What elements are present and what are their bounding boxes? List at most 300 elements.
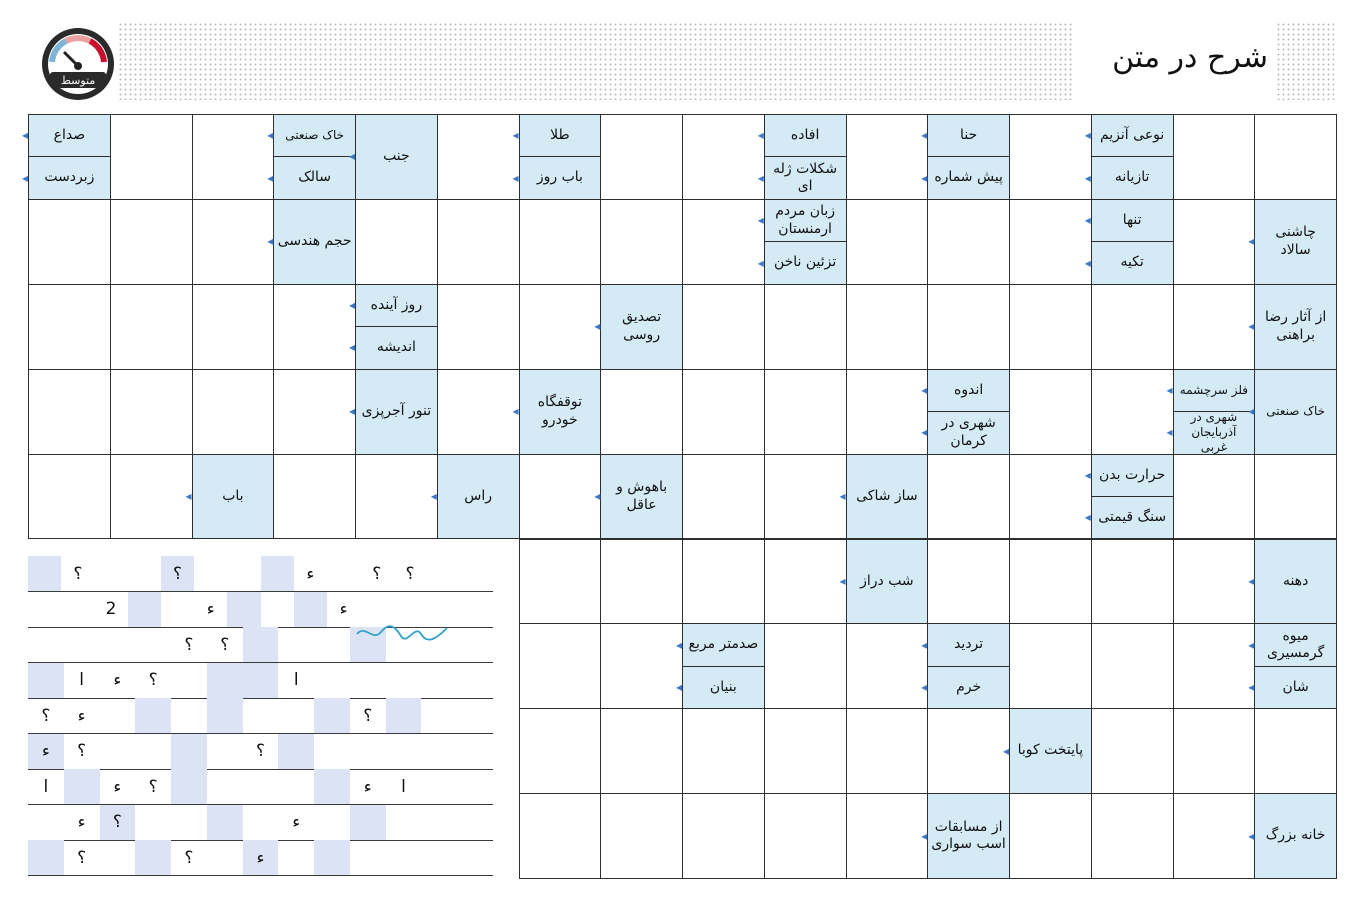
clue-box: روز آینده bbox=[355, 284, 438, 327]
grid-cell[interactable] bbox=[846, 623, 929, 709]
clue-box: افاده bbox=[764, 114, 847, 157]
cipher-cell[interactable]: ء bbox=[28, 734, 64, 769]
grid-cell[interactable] bbox=[1009, 369, 1092, 455]
cipher-cell[interactable]: ؟ bbox=[255, 741, 265, 761]
cipher-cell[interactable] bbox=[171, 698, 207, 733]
difficulty-label: متوسط bbox=[60, 74, 96, 87]
cipher-puzzle bbox=[28, 556, 493, 878]
cipher-cell[interactable] bbox=[64, 769, 100, 804]
arrow-icon: ◂ bbox=[512, 404, 519, 419]
grid-cell[interactable] bbox=[437, 284, 520, 370]
grid-cell[interactable] bbox=[519, 284, 602, 370]
arrow-icon: ◂ bbox=[921, 128, 928, 143]
grid-cell[interactable] bbox=[600, 199, 683, 285]
grid-cell[interactable] bbox=[28, 199, 111, 285]
grid-cell[interactable] bbox=[437, 199, 520, 285]
grid-cell[interactable] bbox=[682, 708, 765, 794]
grid-cell[interactable] bbox=[1091, 623, 1174, 709]
cipher-cell[interactable] bbox=[457, 734, 493, 769]
cipher-cell[interactable] bbox=[243, 663, 279, 698]
clue-box: نوعی آنزیم bbox=[1091, 114, 1174, 157]
cipher-cell[interactable] bbox=[278, 769, 314, 804]
grid-cell[interactable] bbox=[600, 369, 683, 455]
cipher-cell[interactable] bbox=[350, 805, 386, 840]
grid-cell[interactable] bbox=[1009, 284, 1092, 370]
cipher-cell[interactable]: ء bbox=[206, 599, 215, 619]
arrow-icon: ◂ bbox=[594, 489, 601, 504]
grid-cell[interactable] bbox=[682, 793, 765, 879]
grid-cell[interactable] bbox=[1173, 708, 1256, 794]
grid-cell[interactable] bbox=[1173, 199, 1256, 285]
cipher-cell[interactable]: ا bbox=[43, 776, 49, 797]
grid-cell[interactable] bbox=[600, 793, 683, 879]
arrow-icon: ◂ bbox=[839, 489, 846, 504]
clue-box: صداع bbox=[28, 114, 111, 157]
clue-box: جنب bbox=[355, 114, 438, 200]
cipher-cell[interactable] bbox=[207, 769, 243, 804]
cipher-cell[interactable] bbox=[207, 840, 243, 875]
cipher-cell[interactable] bbox=[135, 627, 171, 662]
grid-cell[interactable] bbox=[1009, 539, 1092, 625]
arrow-icon: ◂ bbox=[348, 149, 356, 164]
clue-box: اندوه bbox=[927, 369, 1010, 412]
clue-box: شکلات ژله ای bbox=[764, 156, 847, 199]
grid-cell[interactable] bbox=[519, 708, 602, 794]
grid-cell[interactable] bbox=[273, 369, 356, 455]
grid-cell[interactable] bbox=[273, 284, 356, 370]
clue-box: فلز سرچشمه bbox=[1173, 369, 1256, 412]
cipher-cell[interactable] bbox=[94, 556, 127, 591]
clue-box: پایتخت کوبا bbox=[1009, 708, 1092, 794]
cipher-cell[interactable]: ؟ bbox=[148, 670, 158, 690]
cipher-cell[interactable] bbox=[261, 556, 294, 591]
grid-cell[interactable] bbox=[600, 539, 683, 625]
handwritten-note-icon bbox=[355, 618, 450, 648]
clue-box: تصدیق روسی bbox=[600, 284, 683, 370]
cipher-cell[interactable] bbox=[207, 805, 243, 840]
cipher-row bbox=[28, 734, 493, 770]
cipher-cell[interactable]: ؟ bbox=[405, 563, 415, 584]
arrow-icon: ◂ bbox=[1084, 213, 1091, 228]
grid-cell[interactable] bbox=[1009, 454, 1092, 540]
cipher-cell[interactable] bbox=[64, 627, 100, 662]
grid-cell[interactable] bbox=[1173, 793, 1256, 879]
grid-cell[interactable] bbox=[682, 114, 765, 200]
cipher-cell[interactable]: ؟ bbox=[148, 776, 158, 797]
grid-cell[interactable] bbox=[1173, 539, 1256, 625]
grid-cell[interactable] bbox=[1254, 454, 1337, 540]
grid-cell[interactable] bbox=[1173, 454, 1256, 540]
grid-cell[interactable] bbox=[192, 199, 275, 285]
clue-box: سالک bbox=[273, 156, 356, 199]
arrow-icon: ◂ bbox=[512, 128, 519, 143]
cipher-cell[interactable] bbox=[243, 698, 279, 733]
cipher-cell[interactable]: ء bbox=[306, 563, 315, 584]
cipher-cell[interactable] bbox=[278, 627, 314, 662]
grid-cell[interactable] bbox=[1091, 708, 1174, 794]
clue-box: از آثار رضا براهنی bbox=[1254, 284, 1337, 370]
cipher-cell[interactable]: ؟ bbox=[161, 556, 194, 591]
grid-cell[interactable] bbox=[273, 454, 356, 540]
arrow-icon: ◂ bbox=[1248, 828, 1255, 843]
grid-cell[interactable] bbox=[764, 708, 847, 794]
arrow-icon: ◂ bbox=[1084, 170, 1091, 185]
grid-cell[interactable] bbox=[1009, 623, 1092, 709]
arrow-icon: ◂ bbox=[594, 319, 601, 334]
grid-cell[interactable] bbox=[355, 199, 438, 285]
page-title: شرح در متن bbox=[1112, 40, 1268, 75]
grid-cell[interactable] bbox=[682, 539, 765, 625]
clue-box: باب bbox=[192, 454, 275, 540]
grid-cell[interactable] bbox=[519, 623, 602, 709]
clue-box: میوه گرمسیری bbox=[1254, 623, 1337, 666]
grid-cell[interactable] bbox=[927, 539, 1010, 625]
arrow-icon: ◂ bbox=[1248, 319, 1255, 334]
clue-box: سنگ قیمتی bbox=[1091, 496, 1174, 539]
grid-cell[interactable] bbox=[1173, 623, 1256, 709]
cipher-cell[interactable] bbox=[207, 663, 243, 698]
clue-box: زبردست bbox=[28, 156, 111, 199]
cipher-cell[interactable] bbox=[278, 840, 314, 875]
cipher-cell[interactable]: ا bbox=[401, 776, 406, 797]
arrow-icon: ◂ bbox=[267, 234, 274, 249]
cipher-cell[interactable] bbox=[243, 627, 279, 662]
cipher-cell[interactable] bbox=[28, 556, 61, 591]
arrow-icon: ◂ bbox=[348, 340, 356, 355]
grid-cell[interactable] bbox=[1009, 793, 1092, 879]
grid-cell[interactable] bbox=[682, 369, 765, 455]
cipher-cell[interactable] bbox=[227, 592, 260, 627]
cipher-cell[interactable] bbox=[457, 805, 493, 840]
cipher-cell[interactable] bbox=[294, 592, 327, 627]
cipher-cell[interactable] bbox=[100, 840, 136, 875]
cipher-cell[interactable] bbox=[61, 592, 94, 627]
grid-cell[interactable] bbox=[519, 539, 602, 625]
grid-cell[interactable] bbox=[110, 284, 193, 370]
header-dots-right bbox=[1276, 22, 1334, 100]
clue-box: حنا bbox=[927, 114, 1010, 157]
arrow-icon: ◂ bbox=[921, 680, 928, 695]
cipher-cell[interactable]: ؟ bbox=[100, 805, 136, 840]
cipher-cell[interactable] bbox=[28, 805, 64, 840]
cipher-cell[interactable]: ء bbox=[113, 670, 122, 690]
clue-box: پیش شماره bbox=[927, 156, 1010, 199]
grid-cell[interactable] bbox=[192, 369, 275, 455]
grid-cell[interactable] bbox=[28, 454, 111, 540]
grid-cell[interactable] bbox=[846, 284, 929, 370]
arrow-icon: ◂ bbox=[348, 404, 356, 419]
arrow-icon: ◂ bbox=[1166, 425, 1173, 440]
cipher-cell[interactable] bbox=[207, 734, 243, 769]
clue-box: تکیه bbox=[1091, 241, 1174, 284]
arrow-icon: ◂ bbox=[185, 489, 192, 504]
clue-box: تنها bbox=[1091, 199, 1174, 242]
clue-box: حجم هندسی bbox=[273, 199, 356, 285]
clue-box: خاک صنعتی bbox=[273, 114, 356, 157]
grid-cell[interactable] bbox=[1091, 284, 1174, 370]
cipher-cell[interactable] bbox=[100, 627, 136, 662]
clue-box: تردید bbox=[927, 623, 1010, 666]
grid-cell[interactable] bbox=[1091, 369, 1174, 455]
grid-cell[interactable] bbox=[764, 793, 847, 879]
arrow-icon: ◂ bbox=[1084, 510, 1091, 525]
cipher-cell[interactable]: 2 bbox=[105, 599, 117, 619]
clue-box: تنور آجرپزی bbox=[355, 369, 438, 455]
arrow-icon: ◂ bbox=[21, 170, 29, 185]
grid-cell[interactable] bbox=[28, 369, 111, 455]
cipher-cell[interactable] bbox=[421, 805, 457, 840]
clue-box: باهوش و عاقل bbox=[600, 454, 683, 540]
clue-box: راس bbox=[437, 454, 520, 540]
cipher-cell[interactable] bbox=[314, 663, 350, 698]
cipher-cell[interactable] bbox=[128, 556, 161, 591]
cipher-cell[interactable] bbox=[350, 840, 386, 875]
cipher-row bbox=[28, 769, 493, 805]
clue-box: خرم bbox=[927, 666, 1010, 709]
clue-box: شب دراز bbox=[846, 539, 929, 625]
cipher-cell[interactable] bbox=[171, 769, 207, 804]
cipher-cell[interactable] bbox=[460, 556, 493, 591]
arrow-icon: ◂ bbox=[757, 255, 764, 270]
arrow-icon: ◂ bbox=[1248, 680, 1255, 695]
cipher-cell[interactable] bbox=[128, 592, 161, 627]
clue-box: اندیشه bbox=[355, 326, 438, 369]
grid-cell[interactable] bbox=[600, 114, 683, 200]
cipher-cell[interactable] bbox=[100, 698, 136, 733]
clue-box: صدمتر مربع bbox=[682, 623, 765, 666]
clue-box: طلا bbox=[519, 114, 602, 157]
cipher-cell[interactable] bbox=[227, 556, 260, 591]
cipher-cell[interactable]: ؟ bbox=[77, 741, 87, 761]
cipher-cell[interactable] bbox=[421, 840, 457, 875]
cipher-cell[interactable] bbox=[261, 592, 294, 627]
cipher-cell[interactable]: ء bbox=[292, 812, 301, 832]
arrow-icon: ◂ bbox=[1084, 128, 1091, 143]
cipher-cell[interactable] bbox=[457, 698, 493, 733]
grid-cell[interactable] bbox=[927, 199, 1010, 285]
grid-cell[interactable] bbox=[1173, 284, 1256, 370]
grid-cell[interactable] bbox=[600, 708, 683, 794]
cipher-cell[interactable]: ء bbox=[77, 812, 86, 832]
arrow-icon: ◂ bbox=[348, 298, 356, 313]
grid-cell[interactable] bbox=[1254, 708, 1337, 794]
cipher-cell[interactable] bbox=[171, 734, 207, 769]
grid-cell[interactable] bbox=[28, 284, 111, 370]
grid-cell[interactable] bbox=[1091, 539, 1174, 625]
cipher-row bbox=[28, 840, 493, 876]
grid-cell[interactable] bbox=[519, 454, 602, 540]
cipher-cell[interactable]: ؟ bbox=[220, 634, 230, 655]
cipher-cell[interactable] bbox=[28, 663, 64, 698]
grid-cell[interactable] bbox=[1173, 114, 1256, 200]
cipher-cell[interactable] bbox=[135, 805, 171, 840]
grid-cell[interactable] bbox=[519, 199, 602, 285]
arrow-icon: ◂ bbox=[675, 680, 683, 695]
arrow-icon: ◂ bbox=[1084, 467, 1091, 482]
cipher-cell[interactable] bbox=[28, 627, 64, 662]
clue-box: توقفگاه خودرو bbox=[519, 369, 602, 455]
clue-box: شهری در کرمان bbox=[927, 411, 1010, 454]
cipher-cell[interactable] bbox=[207, 698, 243, 733]
arrow-icon: ◂ bbox=[921, 425, 928, 440]
grid-cell[interactable] bbox=[764, 539, 847, 625]
cipher-cell[interactable] bbox=[350, 663, 386, 698]
grid-cell[interactable] bbox=[682, 284, 765, 370]
cipher-cell[interactable] bbox=[194, 556, 227, 591]
cipher-cell[interactable]: ؟ bbox=[184, 847, 194, 868]
cipher-cell[interactable] bbox=[28, 592, 61, 627]
arrow-icon: ◂ bbox=[757, 128, 764, 143]
clue-box: دهنه bbox=[1254, 539, 1337, 625]
cipher-cell[interactable] bbox=[460, 592, 493, 627]
grid-cell[interactable] bbox=[1091, 793, 1174, 879]
grid-cell[interactable] bbox=[519, 793, 602, 879]
cipher-cell[interactable] bbox=[314, 627, 350, 662]
cipher-cell[interactable] bbox=[421, 769, 457, 804]
grid-cell[interactable] bbox=[927, 284, 1010, 370]
cipher-cell[interactable] bbox=[314, 769, 350, 804]
cipher-cell[interactable] bbox=[243, 805, 279, 840]
cipher-cell[interactable]: ء bbox=[113, 776, 122, 797]
grid-cell[interactable] bbox=[110, 454, 193, 540]
cipher-cell[interactable]: ؟ bbox=[184, 634, 194, 655]
cipher-cell[interactable] bbox=[386, 734, 422, 769]
grid-cell[interactable] bbox=[600, 623, 683, 709]
grid-cell[interactable] bbox=[927, 454, 1010, 540]
cipher-cell[interactable] bbox=[386, 805, 422, 840]
cipher-cell[interactable] bbox=[135, 698, 171, 733]
grid-cell[interactable] bbox=[846, 793, 929, 879]
arrow-icon: ◂ bbox=[1248, 404, 1255, 419]
cipher-cell[interactable] bbox=[314, 734, 350, 769]
cipher-cell[interactable] bbox=[386, 698, 422, 733]
cipher-cell[interactable] bbox=[350, 734, 386, 769]
cipher-cell[interactable] bbox=[421, 734, 457, 769]
clue-box: حرارت بدن bbox=[1091, 454, 1174, 497]
cipher-cell[interactable]: ء bbox=[363, 776, 372, 797]
arrow-icon: ◂ bbox=[1002, 743, 1010, 758]
cipher-cell[interactable] bbox=[171, 663, 207, 698]
grid-cell[interactable] bbox=[1009, 114, 1092, 200]
grid-cell[interactable] bbox=[927, 708, 1010, 794]
cipher-cell[interactable] bbox=[421, 698, 457, 733]
cipher-cell[interactable] bbox=[314, 805, 350, 840]
grid-cell[interactable] bbox=[192, 114, 275, 200]
grid-cell[interactable] bbox=[846, 114, 929, 200]
cipher-cell[interactable]: ء bbox=[77, 705, 86, 726]
cipher-cell[interactable] bbox=[327, 556, 360, 591]
cipher-cell[interactable] bbox=[278, 734, 314, 769]
clue-box: زبان مردم ارمنستان bbox=[764, 199, 847, 242]
cipher-cell[interactable] bbox=[421, 663, 457, 698]
clue-box: خانه بزرگ bbox=[1254, 793, 1337, 879]
grid-cell[interactable] bbox=[192, 284, 275, 370]
grid-cell[interactable] bbox=[437, 114, 520, 200]
grid-cell[interactable] bbox=[355, 454, 438, 540]
cipher-cell[interactable] bbox=[100, 734, 136, 769]
cipher-cell[interactable]: ؟ bbox=[363, 705, 373, 726]
clue-box: ساز شاکی bbox=[846, 454, 929, 540]
arrow-icon: ◂ bbox=[430, 489, 437, 504]
grid-cell[interactable] bbox=[110, 114, 193, 200]
cipher-cell[interactable] bbox=[314, 698, 350, 733]
clue-box: خاک صنعتی bbox=[1254, 369, 1337, 455]
cipher-row bbox=[28, 556, 493, 592]
arrow-icon: ◂ bbox=[839, 573, 846, 588]
cipher-cell[interactable] bbox=[457, 769, 493, 804]
cipher-cell[interactable] bbox=[243, 769, 279, 804]
arrow-icon: ◂ bbox=[1248, 234, 1255, 249]
grid-cell[interactable] bbox=[764, 369, 847, 455]
arrow-icon: ◂ bbox=[21, 128, 29, 143]
arrow-icon: ◂ bbox=[267, 170, 274, 185]
cipher-cell[interactable] bbox=[171, 805, 207, 840]
grid-cell[interactable] bbox=[682, 454, 765, 540]
grid-cell[interactable] bbox=[764, 284, 847, 370]
arrow-icon: ◂ bbox=[1084, 255, 1091, 270]
grid-cell[interactable] bbox=[846, 708, 929, 794]
cipher-cell[interactable] bbox=[314, 840, 350, 875]
grid-cell[interactable] bbox=[110, 199, 193, 285]
grid-cell[interactable] bbox=[437, 369, 520, 455]
cipher-cell[interactable]: ا bbox=[293, 670, 299, 690]
clue-box: تازیانه bbox=[1091, 156, 1174, 199]
cipher-cell[interactable] bbox=[278, 698, 314, 733]
cipher-cell[interactable] bbox=[386, 663, 422, 698]
grid-cell[interactable] bbox=[846, 199, 929, 285]
cipher-cell[interactable] bbox=[457, 627, 493, 662]
cipher-cell[interactable]: ؟ bbox=[41, 705, 51, 726]
cipher-cell[interactable] bbox=[135, 734, 171, 769]
grid-cell[interactable] bbox=[1254, 114, 1337, 200]
arrow-icon: ◂ bbox=[1166, 382, 1173, 397]
arrow-icon: ◂ bbox=[921, 170, 928, 185]
clue-box: بنیان bbox=[682, 666, 765, 709]
clue-box: چاشنی سالاد bbox=[1254, 199, 1337, 285]
arrow-icon: ◂ bbox=[921, 637, 928, 652]
grid-cell[interactable] bbox=[846, 369, 929, 455]
arrow-icon: ◂ bbox=[675, 637, 683, 652]
cipher-cell[interactable]: ء bbox=[339, 599, 348, 619]
clue-box: باب روز bbox=[519, 156, 602, 199]
cipher-cell[interactable]: ا bbox=[79, 670, 85, 690]
cipher-cell[interactable] bbox=[161, 592, 194, 627]
arrow-icon: ◂ bbox=[1248, 637, 1255, 652]
cipher-cell[interactable] bbox=[28, 840, 64, 875]
cipher-cell[interactable]: ؟ bbox=[372, 563, 382, 584]
grid-cell[interactable] bbox=[682, 199, 765, 285]
grid-cell[interactable] bbox=[764, 454, 847, 540]
grid-cell[interactable] bbox=[764, 623, 847, 709]
cipher-row bbox=[28, 698, 493, 734]
arrow-icon: ◂ bbox=[921, 828, 928, 843]
grid-cell[interactable] bbox=[110, 369, 193, 455]
cipher-cell[interactable]: ء bbox=[243, 840, 279, 875]
cipher-cell[interactable]: ؟ bbox=[77, 847, 87, 868]
arrow-icon: ◂ bbox=[757, 213, 764, 228]
clue-box: از مسابقات اسب سواری bbox=[927, 793, 1010, 879]
cipher-cell[interactable] bbox=[135, 840, 171, 875]
cipher-cell[interactable] bbox=[457, 840, 493, 875]
arrow-icon: ◂ bbox=[512, 170, 519, 185]
cipher-cell[interactable] bbox=[457, 663, 493, 698]
cipher-cell[interactable] bbox=[427, 556, 460, 591]
cipher-cell[interactable]: ؟ bbox=[73, 563, 83, 584]
cipher-cell[interactable] bbox=[386, 840, 422, 875]
grid-cell[interactable] bbox=[1009, 199, 1092, 285]
arrow-icon: ◂ bbox=[921, 382, 928, 397]
cipher-row bbox=[28, 805, 493, 841]
